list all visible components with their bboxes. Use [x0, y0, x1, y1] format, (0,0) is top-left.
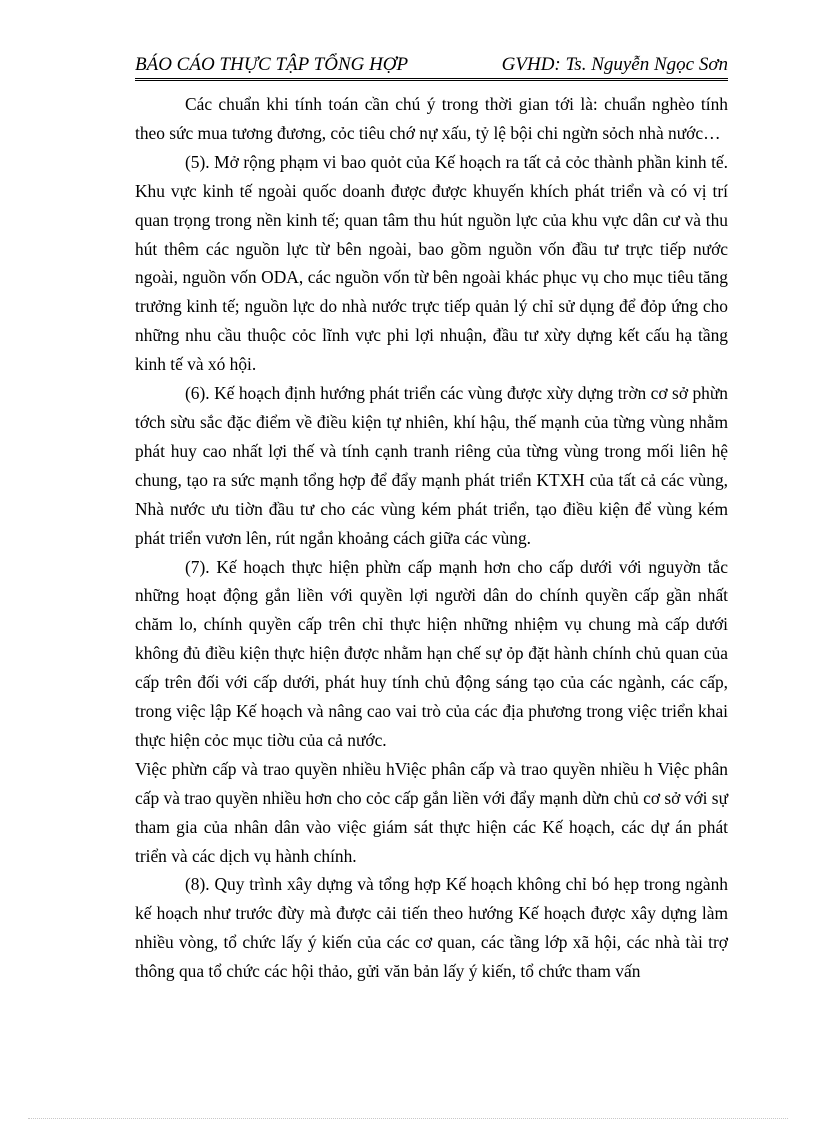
page-header: [135, 50, 728, 81]
report-title: BÁO CÁO THỰC TẬP TỔNG HỢP: [135, 54, 409, 75]
paragraph-item-5: (5). Mở rộng phạm vi bao quỏt của Kế hoạch ra tất cả cỏc thành phần kinh tế. Khu vực kinh tế ngoài quốc doanh được được khuyến khích phát triển và có vị trí quan trọng trong nền kinh tế; quan tâm thu hút nguồn lực của khu vực dân cư và thu hút thêm các nguồn lực từ bên ngoài, bao gồm nguồn vốn đầu tư trực tiếp nước ngoài, nguồn vốn ODA, các nguồn vốn từ bên ngoài khác phục vụ cho mục tiêu tăng trưởng kinh tế; nguồn lực do nhà nước trực tiếp quản lý chỉ sử dụng để đỏp ứng cho những nhu cầu thuộc cỏc lĩnh vực phi lợi nhuận, đầu tư xừy dựng kết cấu hạ tầng kinh tế và xó hội.: [135, 151, 728, 375]
paragraph-decentralization: Việc phừn cấp và trao quyền nhiều hViệc phân cấp và trao quyền nhiều h Việc phân cấp và trao quyền nhiều hơn cho cỏc cấp gắn liền với đẩy mạnh dừn chủ cơ sở với sự tham gia của nhân dân vào việc giám sát thực hiện các Kế hoạch, các dự án phát triển và các dịch vụ hành chính.: [135, 758, 728, 866]
supervisor-name: GVHD: Ts. Nguyễn Ngọc Sơn: [501, 54, 728, 75]
paragraph-item-8: (8). Quy trình xây dựng và tổng hợp Kế hoạch không chỉ bó hẹp trong ngành kế hoạch như trước đừy mà được cải tiến theo hướng Kế hoạch được xây dựng làm nhiều vòng, tổ chức lấy ý kiến của các cơ quan, các tầng lớp xã hội, các nhà tài trợ thông qua tổ chức các hội thảo, gửi văn bản lấy ý kiến, tổ chức tham vấn: [135, 874, 728, 982]
paragraph-item-6: (6). Kế hoạch định hướng phát triển các vùng được xừy dựng trờn cơ sở phừn tớch sừu sắc đặc điểm về điều kiện tự nhiên, khí hậu, thế mạnh của từng vùng nhằm phát huy cao nhất lợi thế và tính cạnh tranh riêng của từng vùng trong mối liên hệ chung, tạo ra sức mạnh tổng hợp để đẩy mạnh phát triển KTXH của tất cả các vùng, Nhà nước ưu tiờn đầu tư cho các vùng kém phát triển, tạo điều kiện để vùng kém phát triển vươn lên, rút ngắn khoảng cách giữa các vùng.: [135, 383, 728, 548]
document-body: [135, 90, 728, 986]
paragraph-poverty-standards: Các chuẩn khi tính toán cần chú ý trong thời gian tới là: chuẩn nghèo tính theo sức mua tương đương, cỏc tiêu chớ nự xấu, tỷ lệ bội chi ngừn sỏch nhà nước…: [135, 94, 728, 143]
paragraph-item-7: (7). Kế hoạch thực hiện phừn cấp mạnh hơn cho cấp dưới với nguyờn tắc những hoạt động gắn liền với quyền lợi người dân do chính quyền cấp gần nhất chăm lo, chính quyền cấp trên chỉ thực hiện những nhiệm vụ chung mà cấp dưới không đủ điều kiện thực hiện được nhằm hạn chế sự ỏp đặt hành chính chủ quan của cấp trên đối với cấp dưới, phát huy tính chủ động sáng tạo của các ngành, các cấp, trong việc lập Kế hoạch và nâng cao vai trò của các địa phương trong việc triển khai thực hiện cỏc mục tiờu của cả nước.: [135, 556, 728, 750]
page-bottom-border: [28, 1118, 788, 1119]
